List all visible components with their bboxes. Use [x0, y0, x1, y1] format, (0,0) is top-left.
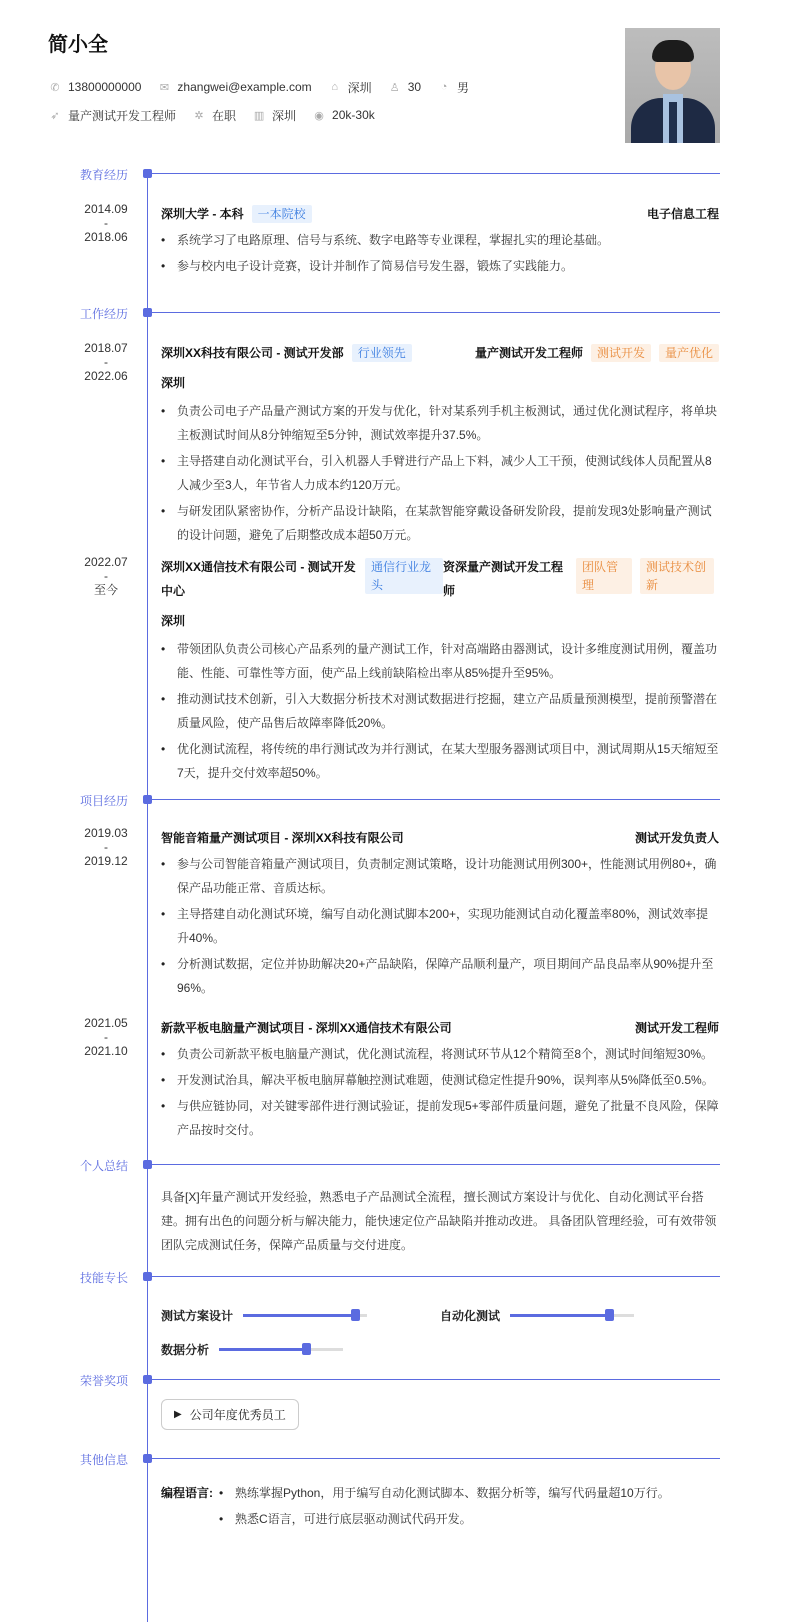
- city: 深圳: [347, 80, 372, 95]
- bullet: • 熟练掌握Python，用于编写自动化测试脚本、数据分析等，编写代码量超10万行。: [219, 1481, 670, 1505]
- education-section: [0, 166, 794, 278]
- skill-level-bar: [219, 1348, 343, 1351]
- gender: 男: [457, 80, 470, 95]
- section-divider: [152, 312, 720, 313]
- skill-item: 自动化测试: [440, 1307, 719, 1324]
- work-entry: [0, 555, 794, 785]
- age: 30: [407, 80, 422, 94]
- candidate-name: 简小全: [48, 34, 108, 56]
- mail-icon: ✉: [159, 81, 170, 94]
- work-section: [0, 305, 794, 785]
- school-tag: 一本院校: [252, 205, 312, 223]
- skill-level-bar: [510, 1314, 634, 1317]
- projects-section: [0, 792, 794, 1142]
- date-range: 2022.07 - 至今: [84, 555, 128, 597]
- bullet: • 主导搭建自动化测试平台，引入机器人手臂进行产品上下料，减少人工干预，使测试线体人员配置从8人减少至3人，年节省人力成本约120万元。: [161, 449, 719, 497]
- bullet: • 带领团队负责公司核心产品系列的量产测试工作，针对高端路由器测试，设计多维度测试用例，覆盖功能、性能、可靠性等方面，使产品上线前缺陷检出率从85%提升至95%。: [161, 637, 719, 685]
- award-item[interactable]: ▶ 公司年度优秀员工: [161, 1399, 299, 1430]
- home-icon: ⌂: [331, 81, 338, 93]
- section-title: 教育经历: [80, 168, 129, 182]
- bullet: • 负责公司电子产品量产测试方案的开发与优化，针对某系列手机主板测试，通过优化测试程序，将单块主板测试时间从8分钟缩短至5分钟，测试效率提升37.5%。: [161, 399, 719, 447]
- status-icon: ✲: [194, 109, 204, 122]
- send-icon: ➶: [50, 109, 60, 122]
- project-role: 测试开发工程师: [634, 1021, 719, 1035]
- role-tag: 量产优化: [659, 344, 719, 362]
- work-city: 深圳: [161, 376, 186, 390]
- section-title: 荣誉奖项: [80, 1374, 129, 1388]
- phone-icon: ✆: [50, 81, 60, 94]
- section-title: 个人总结: [80, 1159, 129, 1173]
- project-entry: [0, 826, 794, 1000]
- project-entry: [0, 1016, 794, 1142]
- bullet: • 主导搭建自动化测试环境，编写自动化测试脚本200+，实现功能测试自动化覆盖率80%，测试效率提升40%。: [161, 902, 719, 950]
- phone: 13800000000: [68, 80, 142, 94]
- section-title: 项目经历: [80, 794, 129, 808]
- bullet: • 开发测试治具，解决平板电脑屏幕触控测试难题，使测试稳定性提升90%，误判率从5%降低至0.5%。: [161, 1068, 719, 1092]
- skill-level-bar: [243, 1314, 367, 1317]
- bullet: • 推动测试技术创新，引入大数据分析技术对测试数据进行挖掘，建立产品质量预测模型，提前预警潜在质量风险，使产品售后故障率降低20%。: [161, 687, 719, 735]
- bullet: • 与研发团队紧密协作，分析产品设计缺陷，在某款智能穿戴设备研发阶段，提前发现3处影响量产测试的设计问题，避免了后期整改成本超50万元。: [161, 499, 719, 547]
- work-city: 深圳: [161, 614, 186, 628]
- email: zhangwei@example.com: [177, 80, 312, 94]
- date-range: 2019.03 - 2019.12: [84, 826, 128, 868]
- target-city: 深圳: [272, 108, 297, 123]
- section-divider: [152, 1276, 720, 1277]
- skills-section: [0, 1269, 794, 1364]
- timeline-dot: [143, 1454, 152, 1463]
- company-tag: 行业领先: [352, 344, 412, 362]
- date-range: 2018.07 - 2022.06: [84, 341, 128, 383]
- section-divider: [152, 173, 720, 174]
- gender-icon: ◔: [440, 81, 448, 93]
- school: 深圳大学 - 本科: [161, 207, 244, 221]
- role-tag: 团队管理: [576, 558, 632, 594]
- education-entry: [0, 202, 794, 278]
- section-title: 工作经历: [80, 307, 129, 321]
- bullet: • 负责公司新款平板电脑量产测试，优化测试流程，将测试环节从12个精简至8个，测试时间缩短30%。: [161, 1042, 719, 1066]
- project-role: 测试开发负责人: [634, 831, 719, 845]
- profile-photo: [625, 28, 720, 143]
- bullet: • 参与校内电子设计竞赛，设计并制作了简易信号发生器，锻炼了实践能力。: [161, 254, 719, 278]
- salary: 20k-30k: [332, 108, 375, 122]
- section-title: 其他信息: [80, 1453, 129, 1467]
- section-title: 技能专长: [80, 1271, 129, 1285]
- position: 量产测试开发工程师: [68, 108, 177, 123]
- resume-header: [48, 28, 720, 148]
- bullet: • 分析测试数据，定位并协助解决20+产品缺陷，保障产品顺利量产，项目期间产品良品率从90%提升至96%。: [161, 952, 719, 1000]
- timeline-dot: [143, 795, 152, 804]
- timeline-dot: [143, 1160, 152, 1169]
- bullet: • 参与公司智能音箱量产测试项目，负责制定测试策略，设计功能测试用例300+，性能测试用例80+，确保产品功能正常、音质达标。: [161, 852, 719, 900]
- other-info-section: [0, 1451, 794, 1531]
- section-divider: [152, 799, 720, 800]
- bullet: • 与供应链协同，对关键零部件进行测试验证，提前发现5+零部件质量问题，避免了批量不良风险，保障产品按时交付。: [161, 1094, 719, 1142]
- role-tag: 测试开发: [591, 344, 651, 362]
- date-range: 2021.05 - 2021.10: [84, 1016, 128, 1058]
- timeline-dot: [143, 1272, 152, 1281]
- salary-icon: ◉: [314, 109, 324, 122]
- company: 深圳XX通信技术有限公司 - 测试开发中心: [161, 560, 356, 598]
- project-name: 智能音箱量产测试项目 - 深圳XX科技有限公司: [161, 831, 404, 845]
- awards-section: [0, 1372, 794, 1430]
- role-tag: 测试技术创新: [640, 558, 714, 594]
- contact-row: [48, 73, 720, 101]
- major: 电子信息工程: [646, 207, 719, 221]
- building-icon: ▥: [253, 109, 265, 122]
- job-intent-row: [48, 101, 720, 129]
- company-tag: 通信行业龙头: [365, 558, 443, 594]
- project-name: 新款平板电脑量产测试项目 - 深圳XX通信技术有限公司: [161, 1021, 452, 1035]
- play-triangle-icon: ▶: [174, 1409, 182, 1420]
- bullet: • 熟悉C语言，可进行底层驱动测试代码开发。: [219, 1507, 670, 1531]
- summary-section: [0, 1157, 794, 1257]
- work-entry: [0, 341, 794, 547]
- section-divider: [152, 1458, 720, 1459]
- skill-item: 数据分析: [161, 1341, 447, 1358]
- timeline-dot: [143, 169, 152, 178]
- other-label: 编程语言:: [161, 1486, 213, 1500]
- summary-text: 具备[X]年量产测试开发经验，熟悉电子产品测试全流程，擅长测试方案设计与优化、自动化测试平台搭建。拥有出色的问题分析与解决能力，能快速定位产品缺陷并推动改进。 具备团队管理经验，可有效带领团队完成测试任务，保障产品质量与交付进度。: [161, 1190, 717, 1252]
- section-divider: [152, 1164, 720, 1165]
- company: 深圳XX科技有限公司 - 测试开发部: [161, 346, 344, 360]
- timeline-dot: [143, 1375, 152, 1384]
- role: 资深量产测试开发工程师: [443, 560, 564, 598]
- status: 在职: [212, 108, 237, 123]
- date-range: 2014.09 - 2018.06: [84, 202, 128, 244]
- section-divider: [152, 1379, 720, 1380]
- bullet: • 优化测试流程，将传统的串行测试改为并行测试，在某大型服务器测试项目中，测试周期从15天缩短至7天，提升交付效率超50%。: [161, 737, 719, 785]
- bullet: • 系统学习了电路原理、信号与系统、数字电路等专业课程，掌握扎实的理论基础。: [161, 228, 719, 252]
- role: 量产测试开发工程师: [474, 346, 583, 360]
- age-icon: ♙: [389, 81, 400, 94]
- timeline-dot: [143, 308, 152, 317]
- skill-item: 测试方案设计: [161, 1307, 440, 1324]
